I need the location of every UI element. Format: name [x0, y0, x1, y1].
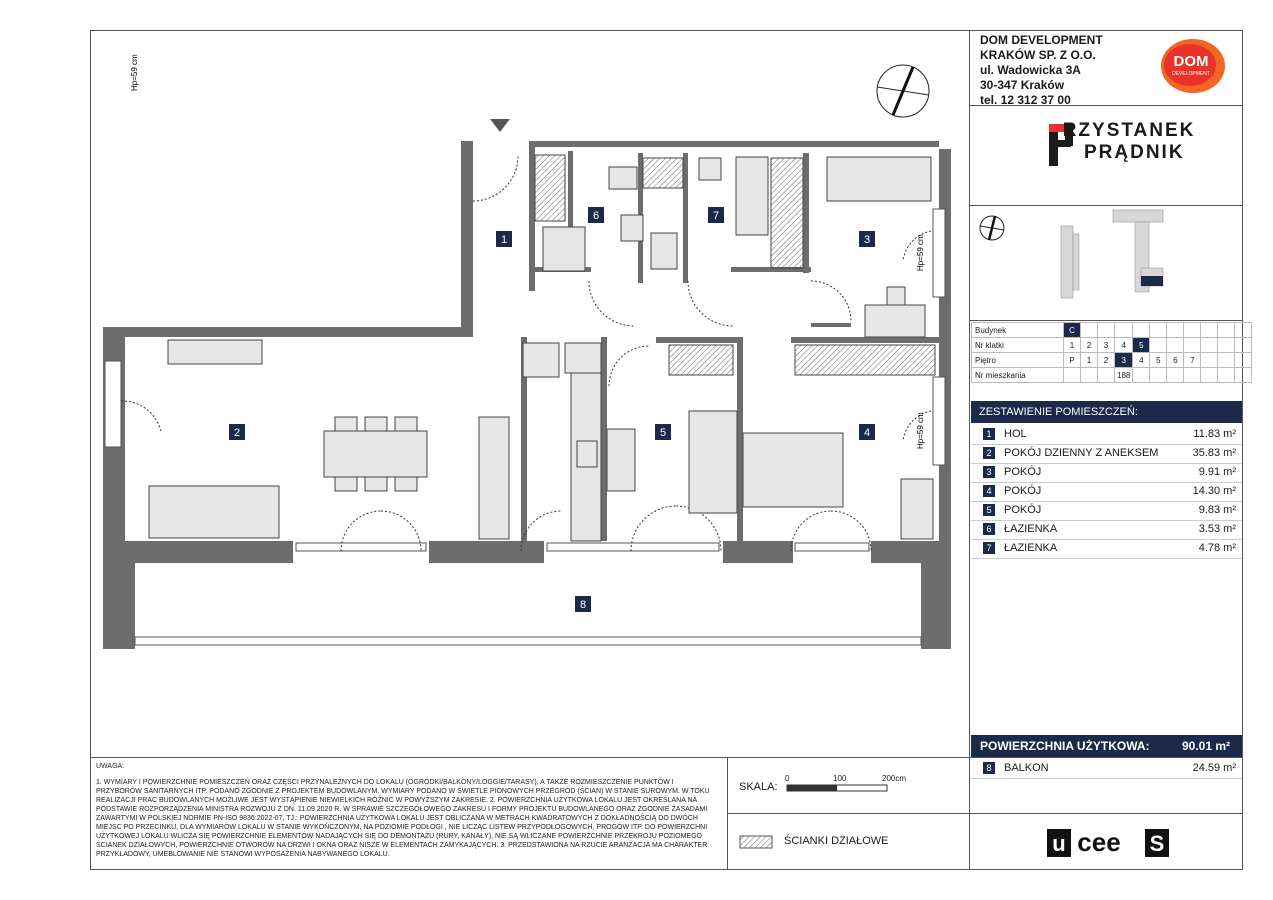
- room-area: 9.91 m²: [1198, 466, 1236, 478]
- svg-text:u: u: [1052, 831, 1066, 856]
- info-cell: 7: [1184, 353, 1201, 368]
- room-name: ŁAZIENKA: [1004, 542, 1058, 554]
- key-plan: [975, 208, 1175, 308]
- dom-development-logo: [1160, 38, 1226, 94]
- info-label: Budynek: [972, 323, 1064, 338]
- room-number: 2: [983, 447, 995, 459]
- brand-line-1: RZYSTANEK: [1062, 120, 1196, 141]
- total-usable-area: [971, 735, 1242, 757]
- info-row-floor: [972, 353, 1252, 368]
- svg-text:DOM: DOM: [1173, 53, 1209, 70]
- info-label: Piętro: [972, 353, 1064, 368]
- svg-text:1: 1: [500, 234, 508, 246]
- room-name: POKÓJ DZIENNY Z ANEKSEM: [1004, 447, 1159, 459]
- keyplan-highlight: [1141, 276, 1163, 286]
- svg-text:4: 4: [863, 427, 871, 439]
- room-name: POKÓJ: [1004, 466, 1042, 478]
- room-row: [971, 425, 1242, 445]
- keyplan-compass-icon: [980, 216, 1004, 240]
- info-row-staircase: [972, 338, 1252, 353]
- info-row-building: [972, 323, 1252, 338]
- room-name: ŁAZIENKA: [1004, 523, 1058, 535]
- scale-tick-0: 0: [785, 774, 790, 783]
- room-number: 8: [983, 762, 995, 774]
- window-height-label-2: Hp=59 cm: [916, 234, 925, 271]
- company-name-2: KRAKÓW SP. Z O.O.: [980, 48, 1096, 62]
- notes-text: 1. WYMIARY I POWIERZCHNIE POMIESZCZEŃ ORAZ CZĘŚCI PRZYNALEŻNYCH DO LOKALU (OGRÓDKI/BALKONY/LOGGIE/TARASY), A TAKŻE ROZMIESZCZENIE PUNKTÓW I PRZYBORÓW SANITARNYCH ITP. PODANO ZGODNIE Z PROJEKTEM BUDOWLANYM. WYMIARY PODANO W ŚWIETLE PIONOWYCH PRZEGRÓD (ŚCIAN) W STANIE SUROWYM. W TOKU REALIZACJI PRAC BUDOWLANYCH MOŻLIWE JEST WYSTĄPIENIE NIEWIELKICH RÓŻNIC W POWYŻSZYM ZAKRESIE. 2. POWIERZCHNIA UŻYTKOWA LOKALU JEST OKREŚLANA NA PODSTAWIE ROZPORZĄDZENIA MINISTRA ROZWOJU Z DN. 11.09.2020 R. W SPRAWIE SZCZEGÓŁOWEGO ZAKRESU I FORMY PROJEKTU BUDOWLANEGO ORAZ ZGODNIE ZASADAMI ZAWARTYMI W POLSKIEJ NORMIE PN-ISO 9836:2022-07, TJ.: POWIERZCHNIA UŻYTKOWA LOKALU JEST OBLICZANA W METRACH KWADRATOWYCH Z DOKŁADNOŚCIĄ DO DWÓCH MIEJSC PO PRZECINKU, DLA WYMIARÓW LOKALU W STANIE WYKOŃCZONYM, NA POZIOMIE PODŁOGI , NIE LICZĄC LISTEW PRZYPODŁOGOWYCH, PROGÓW ITP. DO POWIERZCHNI UŻYTKOWEJ LOKALU WLICZA SIĘ POWIERZCHNIE ELEMENTÓW NADAJĄCYCH SIĘ DO DEMONTAŻU (RURY, KANAŁY), NIE SĄ WLICZANE POWIERZCHNIE PRZEKROJU POZIOMEGO ŚCIANEK DZIAŁOWYCH, POWIERZCHNIE OTWORÓW NA DRZWI I OKNA ORAZ NISZE W ELEMENTACH ZAMYKAJĄCYCH. 3. PRZEDSTAWIONA NA RZUCIE ARANŻACJA MA CHARAKTER PRZYKŁADOWY, UMEBLOWANIE NIE STANOWI WYPOSAŻENIA NABYWANEGO LOKALU.: [96, 779, 710, 858]
- info-row-apartment: [972, 368, 1252, 383]
- total-value: 90.01 m²: [1181, 739, 1230, 753]
- scale-label: SKALA:: [739, 781, 778, 793]
- ucees-logo: [1047, 829, 1171, 857]
- room-name: POKÓJ: [1004, 504, 1042, 516]
- info-label: Nr mieszkania: [972, 368, 1064, 383]
- info-cell: 1: [1064, 338, 1081, 353]
- room-area: 35.83 m²: [1192, 447, 1236, 459]
- divider-keyplan: [969, 320, 1243, 321]
- brand-line-2: PRĄDNIK: [1084, 142, 1185, 163]
- apartment-info-table: [971, 322, 1252, 383]
- info-cell: 3: [1115, 353, 1133, 368]
- window-height-label-1: Hp=59 cm: [130, 54, 139, 91]
- info-cell: C: [1064, 323, 1081, 338]
- room-number: 7: [983, 542, 995, 554]
- divider-scale-legend: [727, 813, 1243, 814]
- svg-text:S: S: [1149, 831, 1165, 856]
- info-cell: 1: [1081, 353, 1098, 368]
- svg-text:cee: cee: [1077, 829, 1121, 857]
- scale-bar: [786, 784, 890, 794]
- room-row: [971, 520, 1242, 540]
- balcony-row: [971, 759, 1242, 779]
- room-number: 5: [983, 504, 995, 516]
- info-cell: 4: [1133, 353, 1150, 368]
- company-name: DOM DEVELOPMENT: [980, 33, 1103, 47]
- legend-label: ŚCIANKI DZIAŁOWE: [784, 835, 889, 847]
- room-area: 3.53 m²: [1198, 523, 1236, 535]
- info-cell: P: [1064, 353, 1081, 368]
- scale-tick-100: 100: [833, 774, 847, 783]
- info-cell: 188: [1115, 368, 1133, 383]
- notes: [96, 762, 711, 859]
- company-city: 30-347 Kraków: [980, 78, 1065, 92]
- company-address: [980, 33, 1103, 108]
- entrance-arrow-icon: [490, 119, 510, 132]
- room-area: 9.83 m²: [1198, 504, 1236, 516]
- room-number: 6: [983, 523, 995, 535]
- window-height-label-3: Hp=59 cm: [916, 412, 925, 449]
- info-cell: 2: [1098, 353, 1115, 368]
- company-street: ul. Wadowicka 3A: [980, 63, 1081, 77]
- room-name: BALKON: [1004, 762, 1049, 774]
- room-area: 24.59 m²: [1192, 762, 1236, 774]
- scale-tick-200: 200cm: [882, 774, 907, 783]
- room-row: [971, 539, 1242, 559]
- svg-text:DEVELOPMENT: DEVELOPMENT: [1172, 71, 1210, 77]
- info-label: Nr klatki: [972, 338, 1064, 353]
- room-name: POKÓJ: [1004, 485, 1042, 497]
- svg-text:8: 8: [579, 599, 587, 611]
- svg-text:3: 3: [863, 234, 871, 246]
- info-cell: 2: [1081, 338, 1098, 353]
- company-phone: tel. 12 312 37 00: [980, 93, 1071, 107]
- room-row: [971, 463, 1242, 483]
- svg-text:7: 7: [712, 210, 720, 222]
- svg-text:2: 2: [233, 427, 241, 439]
- total-label: POWIERZCHNIA UŻYTKOWA:: [980, 739, 1150, 753]
- project-brand: [1046, 120, 1195, 164]
- room-row: [971, 482, 1242, 502]
- room-number: 4: [983, 485, 995, 497]
- info-cell: 5: [1150, 353, 1167, 368]
- info-cell: 3: [1098, 338, 1115, 353]
- room-area: 4.78 m²: [1198, 542, 1236, 554]
- rooms-summary-header: ZESTAWIENIE POMIESZCZEŃ:: [971, 401, 1242, 423]
- info-cell: 4: [1115, 338, 1133, 353]
- floor-plan: [91, 31, 969, 751]
- divider-notes: [90, 757, 1243, 758]
- compass-icon: [877, 65, 929, 117]
- svg-text:5: 5: [659, 427, 667, 439]
- divider-brand: [969, 205, 1243, 206]
- notes-heading: UWAGA:: [96, 763, 125, 770]
- svg-text:6: 6: [592, 210, 600, 222]
- room-row: [971, 444, 1242, 464]
- info-cell: 5: [1133, 338, 1150, 353]
- room-area: 14.30 m²: [1192, 485, 1236, 497]
- room-number: 3: [983, 466, 995, 478]
- room-name: HOL: [1004, 428, 1027, 440]
- info-cell: 6: [1167, 353, 1184, 368]
- title-block-divider: [969, 30, 970, 870]
- room-number: 1: [983, 428, 995, 440]
- room-area: 11.83 m²: [1193, 428, 1236, 440]
- room-row: [971, 501, 1242, 521]
- partition-legend-swatch: [739, 835, 773, 849]
